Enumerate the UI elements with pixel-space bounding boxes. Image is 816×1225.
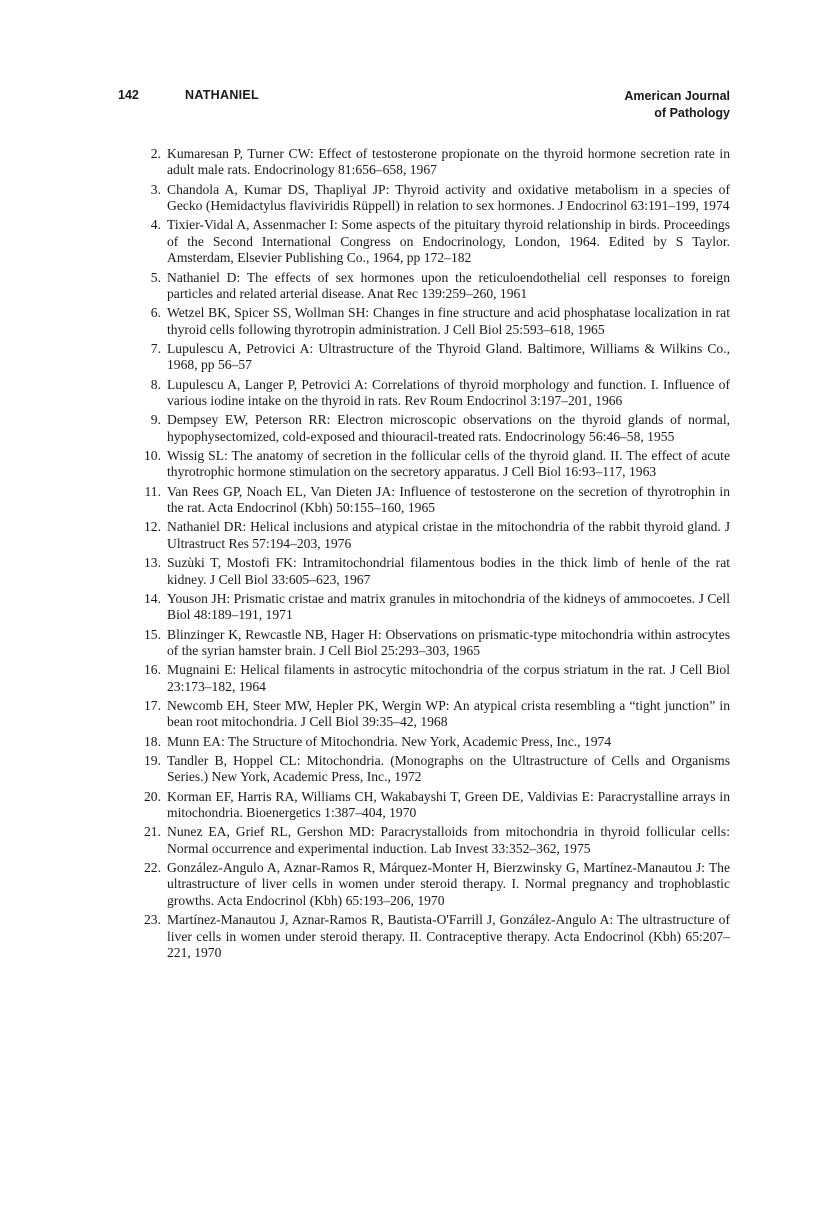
reference-item <box>118 270 730 303</box>
reference-number: 4. <box>150 217 161 233</box>
reference-number: 23. <box>144 912 161 928</box>
reference-number: 3. <box>150 181 161 197</box>
reference-item <box>118 341 730 374</box>
reference-text: González-Angulo A, Aznar-Ramos R, Márquez-Monter H, Bierzwinsky G, Martínez-Manautou J: The ultrastructure of liver cells in women under steroid therapy. I. Normal pregnancy and trophoblastic growths. Acta Endocrinol (Kbh) 65:193–206, 1970 <box>167 860 730 908</box>
reference-text: Youson JH: Prismatic cristae and matrix granules in mitochondria of the kidneys of ammocoetes. J Cell Biol 48:189–191, 1971 <box>167 590 730 623</box>
reference-number: 2. <box>150 146 161 161</box>
reference-text: Nathaniel DR: Helical inclusions and atypical cristae in the mitochondria of the rabbit thyroid gland. J Ultrastruct Res 57:194–203, 1976 <box>167 519 730 551</box>
reference-number: 5. <box>150 269 161 285</box>
reference-number: 14. <box>144 590 161 606</box>
reference-list <box>118 146 730 964</box>
reference-number: 17. <box>144 697 161 713</box>
reference-item <box>118 377 730 410</box>
reference-number: 19. <box>144 752 161 768</box>
reference-text: Lupulescu A, Petrovici A: Ultrastructure of the Thyroid Gland. Baltimore, Williams & Wilkins Co., 1968, pp 56–57 <box>167 340 730 373</box>
reference-number: 12. <box>144 519 161 535</box>
reference-item <box>118 146 730 179</box>
reference-text: Wetzel BK, Spicer SS, Wollman SH: Changes in fine structure and acid phosphatase localization in rat thyroid cells following thyrotropin administration. J Cell Biol 25:593–618, 1965 <box>167 305 730 337</box>
reference-text: Korman EF, Harris RA, Williams CH, Wakabayshi T, Green DE, Valdivias E: Paracrystalline arrays in mitochondria. Bioenergetics 1:387–404, 1970 <box>167 788 730 821</box>
page-header <box>118 88 730 128</box>
reference-number: 20. <box>144 788 161 804</box>
reference-text: Munn EA: The Structure of Mitochondria. New York, Academic Press, Inc., 1974 <box>167 733 612 749</box>
reference-number: 11. <box>144 483 161 499</box>
reference-number: 8. <box>150 376 161 392</box>
reference-item <box>118 734 730 750</box>
running-head-author: NATHANIEL <box>185 88 259 102</box>
reference-item <box>118 182 730 215</box>
reference-item <box>118 519 730 552</box>
reference-item <box>118 662 730 695</box>
reference-number: 18. <box>144 733 161 749</box>
reference-text: Kumaresan P, Turner CW: Effect of testosterone propionate on the thyroid hormone secretion rate in adult male rats. Endocrinology 81:656–658, 1967 <box>167 146 730 178</box>
reference-item <box>118 627 730 660</box>
reference-number: 9. <box>150 412 161 428</box>
reference-item <box>118 448 730 481</box>
reference-text: Mugnaini E: Helical filaments in astrocytic mitochondria of the corpus striatum in the rat. J Cell Biol 23:173–182, 1964 <box>167 662 730 694</box>
reference-number: 16. <box>144 662 161 678</box>
journal-name <box>624 88 730 122</box>
reference-item <box>118 591 730 624</box>
journal-name-line2: of Pathology <box>654 106 730 120</box>
reference-number: 10. <box>144 448 161 464</box>
reference-number: 21. <box>144 824 161 840</box>
reference-text: Martínez-Manautou J, Aznar-Ramos R, Bautista-O'Farrill J, González-Angulo A: The ultrastructure of liver cells in women under steroid therapy. II. Contraceptive therapy. Acta Endocrinol (Kbh) 65:207–221, 1970 <box>167 912 730 960</box>
reference-item <box>118 912 730 961</box>
reference-item <box>118 412 730 445</box>
reference-item <box>118 860 730 909</box>
reference-text: Dempsey EW, Peterson RR: Electron microscopic observations on the thyroid glands of normal, hypophysectomized, cold-exposed and thiouracil-treated rats. Endocrinology 56:46–58, 1955 <box>167 412 730 444</box>
reference-text: Chandola A, Kumar DS, Thapliyal JP: Thyroid activity and oxidative metabolism in a species of Gecko (Hemidactylus flaviviridis Rüppell) in relation to sex hormones. J Endocrinol 63:191–199, 1974 <box>167 181 730 214</box>
reference-item <box>118 305 730 338</box>
page-number: 142 <box>118 88 139 102</box>
reference-number: 22. <box>144 860 161 876</box>
reference-item <box>118 698 730 731</box>
reference-text: Van Rees GP, Noach EL, Van Dieten JA: Influence of testosterone on the secretion of thyrotrophin in the rat. Acta Endocrinol (Kbh) 50:155–160, 1965 <box>167 483 730 516</box>
reference-text: Wissig SL: The anatomy of secretion in the follicular cells of the thyroid gland. II. The effect of acute thyrotrophic hormone stimulation on the secretory apparatus. J Cell Biol 16:93–117, 1963 <box>167 448 730 480</box>
reference-number: 7. <box>150 340 161 356</box>
reference-item <box>118 484 730 517</box>
reference-text: Nunez EA, Grief RL, Gershon MD: Paracrystalloids from mitochondria in thyroid follicular cells: Normal occurrence and experimental induction. Lab Invest 33:352–362, 1975 <box>167 824 730 856</box>
reference-number: 6. <box>150 305 161 321</box>
reference-text: Newcomb EH, Steer MW, Hepler PK, Wergin WP: An atypical crista resembling a “tight junction” in bean root mitochondria. J Cell Biol 39:35–42, 1968 <box>167 697 730 730</box>
reference-text: Tandler B, Hoppel CL: Mitochondria. (Monographs on the Ultrastructure of Cells and Organisms Series.) New York, Academic Press, Inc., 1972 <box>167 752 730 785</box>
reference-number: 13. <box>144 555 161 571</box>
reference-item <box>118 217 730 266</box>
reference-text: Blinzinger K, Rewcastle NB, Hager H: Observations on prismatic-type mitochondria within astrocytes of the syrian hamster brain. J Cell Biol 25:293–303, 1965 <box>167 626 730 658</box>
reference-text: Lupulescu A, Langer P, Petrovici A: Correlations of thyroid morphology and function. I. Influence of various iodine intake on the thyroid in rats. Rev Roum Endocrinol 3:197–201, 1966 <box>167 376 730 409</box>
reference-item <box>118 789 730 822</box>
reference-text: Tixier-Vidal A, Assenmacher I: Some aspects of the pituitary thyroid relationship in birds. Proceedings of the Second International Congress on Endocrinology, London, 1964. Edited by S Taylor. Amsterdam, Elsevier Publishing Co., 1964, pp 172–182 <box>167 217 730 266</box>
reference-number: 15. <box>144 626 161 642</box>
reference-item <box>118 555 730 588</box>
reference-text: Nathaniel D: The effects of sex hormones upon the reticuloendothelial cell responses to foreign particles and related arterial disease. Anat Rec 139:259–260, 1961 <box>167 269 730 301</box>
journal-name-line1: American Journal <box>624 89 730 103</box>
reference-text: Suzùki T, Mostofi FK: Intramitochondrial filamentous bodies in the thick limb of henle of the rat kidney. J Cell Biol 33:605–623, 1967 <box>167 555 730 587</box>
reference-item <box>118 753 730 786</box>
reference-item <box>118 824 730 857</box>
